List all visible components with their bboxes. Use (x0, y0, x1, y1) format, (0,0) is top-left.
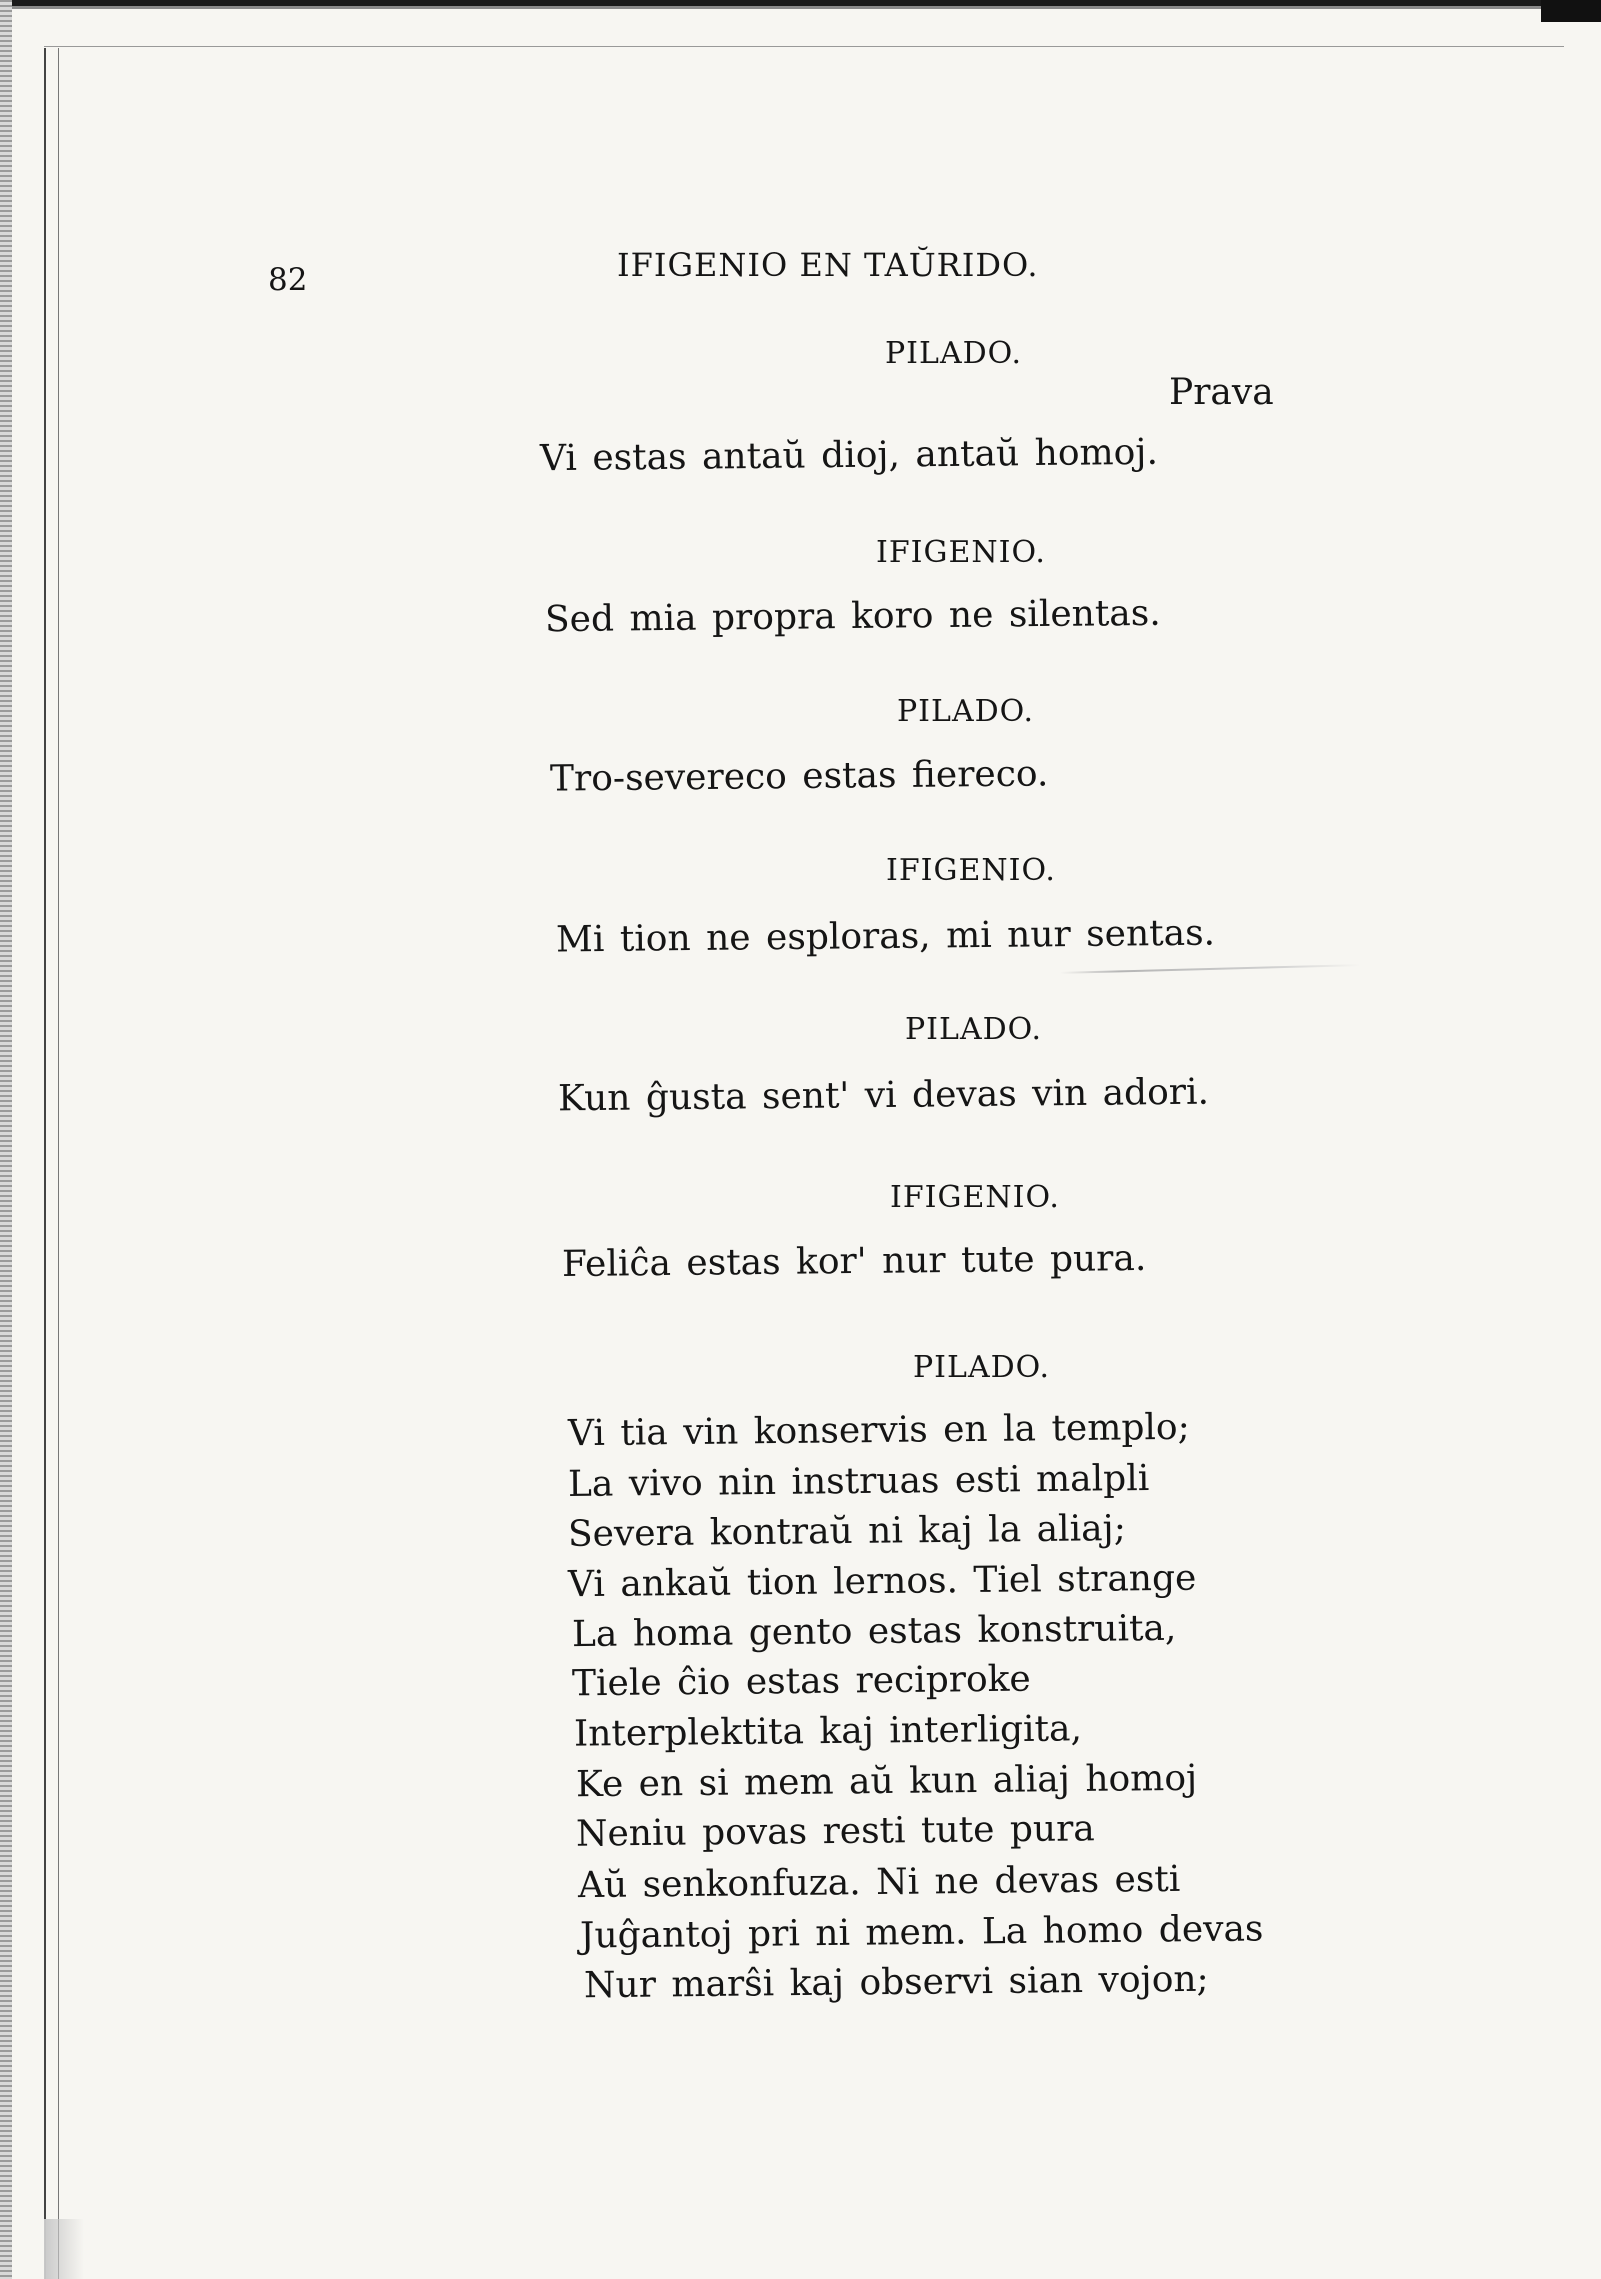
verse-line: Nur marŝi kaj observi sian vojon; (583, 1958, 1209, 2007)
verse-line: Tiele ĉio estas reciproke (571, 1658, 1031, 1705)
verse-line: Kun ĝusta sent' vi devas vin adori. (557, 1071, 1210, 1120)
running-head: IFIGENIO EN TAŬRIDO. (617, 246, 1039, 284)
verse-line: Aŭ senkonfuza. Ni ne devas esti (577, 1858, 1181, 1907)
verse-line: Prava (1169, 372, 1274, 413)
page-border-left (44, 48, 46, 2279)
verse-line: Mi tion ne esploras, mi nur sentas. (555, 912, 1216, 961)
verse-line: Severa kontraŭ ni kaj la aliaj; (567, 1508, 1127, 1555)
verse-line: La homa gento estas konstruita, (571, 1607, 1177, 1656)
verse-line: Neniu povas resti tute pura (575, 1808, 1095, 1855)
speaker-label: PILADO. (905, 1012, 1043, 1047)
verse-line: Juĝantoj pri ni mem. La homo devas (579, 1908, 1264, 1957)
pencil-underline (1060, 964, 1360, 974)
speaker-label: IFIGENIO. (886, 853, 1056, 888)
scan-bottom-shadow (44, 2219, 84, 2279)
verse-line: Vi estas antaŭ dioj, antaŭ homoj. (539, 431, 1159, 480)
speaker-label: PILADO. (885, 336, 1023, 371)
verse-line: Tro-severeco estas fiereco. (549, 753, 1049, 800)
scan-top-edge (0, 0, 1601, 14)
page-number: 82 (268, 262, 308, 298)
verse-line: Sed mia propra koro ne silentas. (544, 592, 1161, 641)
verse-line: Vi ankaŭ tion lernos. Tiel strange (567, 1557, 1197, 1606)
verse-line: La vivo nin instruas esti malpli (567, 1457, 1150, 1506)
speaker-label: PILADO. (913, 1350, 1051, 1385)
page-border-left-inner (58, 48, 59, 2279)
verse-line: Ke en si mem aŭ kun aliaj homoj (575, 1757, 1198, 1806)
scan-corner-shadow (1541, 0, 1601, 22)
page-border-top (44, 46, 1564, 47)
verse-line: Vi tia vin konservis en la templo; (567, 1406, 1190, 1455)
speaker-label: IFIGENIO. (890, 1180, 1060, 1215)
speaker-label: PILADO. (897, 694, 1035, 729)
scan-binding-strip (0, 0, 12, 2279)
verse-line: Interplektita kaj interligita, (573, 1708, 1083, 1755)
verse-line: Feliĉa estas kor' nur tute pura. (561, 1237, 1147, 1286)
speaker-label: IFIGENIO. (876, 535, 1046, 570)
